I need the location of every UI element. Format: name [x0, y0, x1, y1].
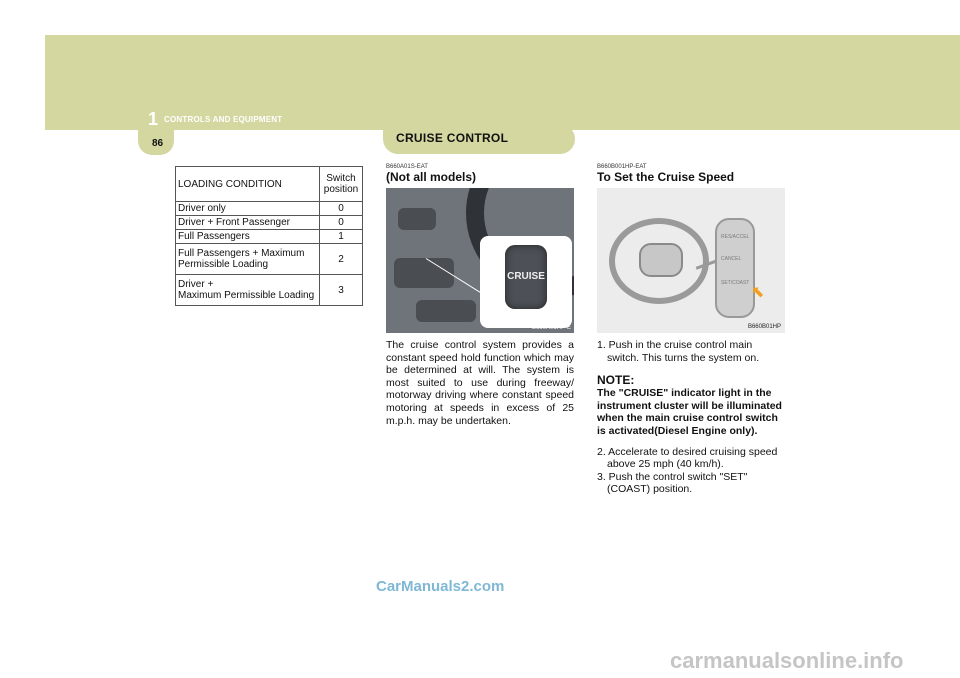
- note-text: The "CRUISE" indicator light in the instrument cluster will be illuminated when the main cruise control switch is activated(Diesel Engine only).: [597, 387, 782, 437]
- watermark-carmanuals2[interactable]: CarManuals2.com: [376, 578, 505, 595]
- table-cell-value: 2: [320, 244, 363, 275]
- console-shape: [416, 300, 476, 322]
- wheel-hub-shape: [639, 243, 683, 277]
- note-heading: NOTE:: [597, 373, 635, 388]
- vent-shape: [398, 208, 436, 230]
- step-2: 2. Accelerate to desired cruising speed above 25 mph (40 km/h).: [597, 445, 778, 471]
- table-cell-value: 1: [320, 230, 363, 244]
- table-cell-label-line2: Maximum Permissible Loading: [178, 290, 315, 301]
- table-row: [176, 244, 363, 275]
- cruise-intro-column: [386, 164, 574, 427]
- table-header-switch: [320, 167, 363, 202]
- table-cell-label: Full Passengers: [176, 230, 320, 244]
- subheading: (Not all models): [386, 170, 477, 184]
- table-cell-label: Driver + Front Passenger: [176, 216, 320, 230]
- section-code: B660B001HP-EAT: [597, 164, 647, 170]
- subheading: To Set the Cruise Speed: [597, 170, 735, 184]
- radio-shape: [394, 258, 454, 288]
- table-cell-value: 3: [320, 275, 363, 306]
- table-cell-value: 0: [320, 216, 363, 230]
- table-cell-label: [176, 244, 320, 275]
- switch-panel-shape: [715, 218, 755, 318]
- step-1: 1. Push in the cruise control main switch. This turns the system on.: [597, 339, 760, 364]
- table-cell-value: 0: [320, 202, 363, 216]
- table-row: [176, 230, 363, 244]
- table-cell-label-line2: Permissible Loading: [178, 259, 269, 270]
- table-cell-label-line1: Driver +: [178, 279, 214, 290]
- table-header-condition: LOADING CONDITION: [176, 167, 320, 202]
- table-row: [176, 216, 363, 230]
- switch-header-line2: position: [323, 184, 359, 195]
- chapter-number: 1: [148, 109, 159, 129]
- table-row: [176, 275, 363, 306]
- image-caption: B660A01HP-E: [531, 325, 571, 331]
- watermark-carmanualsonline[interactable]: carmanualsonline.info: [670, 648, 904, 673]
- page-number: 86: [152, 138, 164, 149]
- loading-condition-table: [175, 166, 363, 306]
- panel-label-cancel: CANCEL: [721, 256, 742, 262]
- table-header-row: [176, 167, 363, 202]
- steering-switch-diagram: [597, 188, 785, 333]
- section-title: CRUISE CONTROL: [396, 131, 509, 145]
- panel-label-res: RES/ACCEL: [721, 234, 750, 240]
- chapter-title: CONTROLS AND EQUIPMENT: [164, 115, 283, 124]
- set-speed-column: [597, 164, 785, 496]
- table-row: [176, 202, 363, 216]
- intro-paragraph: The cruise control system provides a constant speed hold function which may be determined at will. The system is most suited to use during freeway/ motorway driving where constant speed motoring at speeds in excess of 25 m.p.h. may be undertaken.: [386, 339, 574, 427]
- section-code: B660A01S-EAT: [386, 164, 428, 170]
- table-cell-label: [176, 275, 320, 306]
- cruise-switch-icon: CRUISE: [505, 245, 547, 309]
- image-caption: B660B01HP: [747, 324, 781, 330]
- cruise-switch-photo: [386, 188, 574, 333]
- panel-label-set: SET/COAST: [721, 280, 750, 286]
- table-cell-label: Driver only: [176, 202, 320, 216]
- switch-header-line1: Switch: [326, 173, 356, 184]
- step-3: 3. Push the control switch "SET" (COAST) position.: [597, 470, 748, 496]
- table-cell-label-line1: Full Passengers + Maximum: [178, 248, 305, 259]
- arrow-icon: ⬉: [751, 284, 765, 301]
